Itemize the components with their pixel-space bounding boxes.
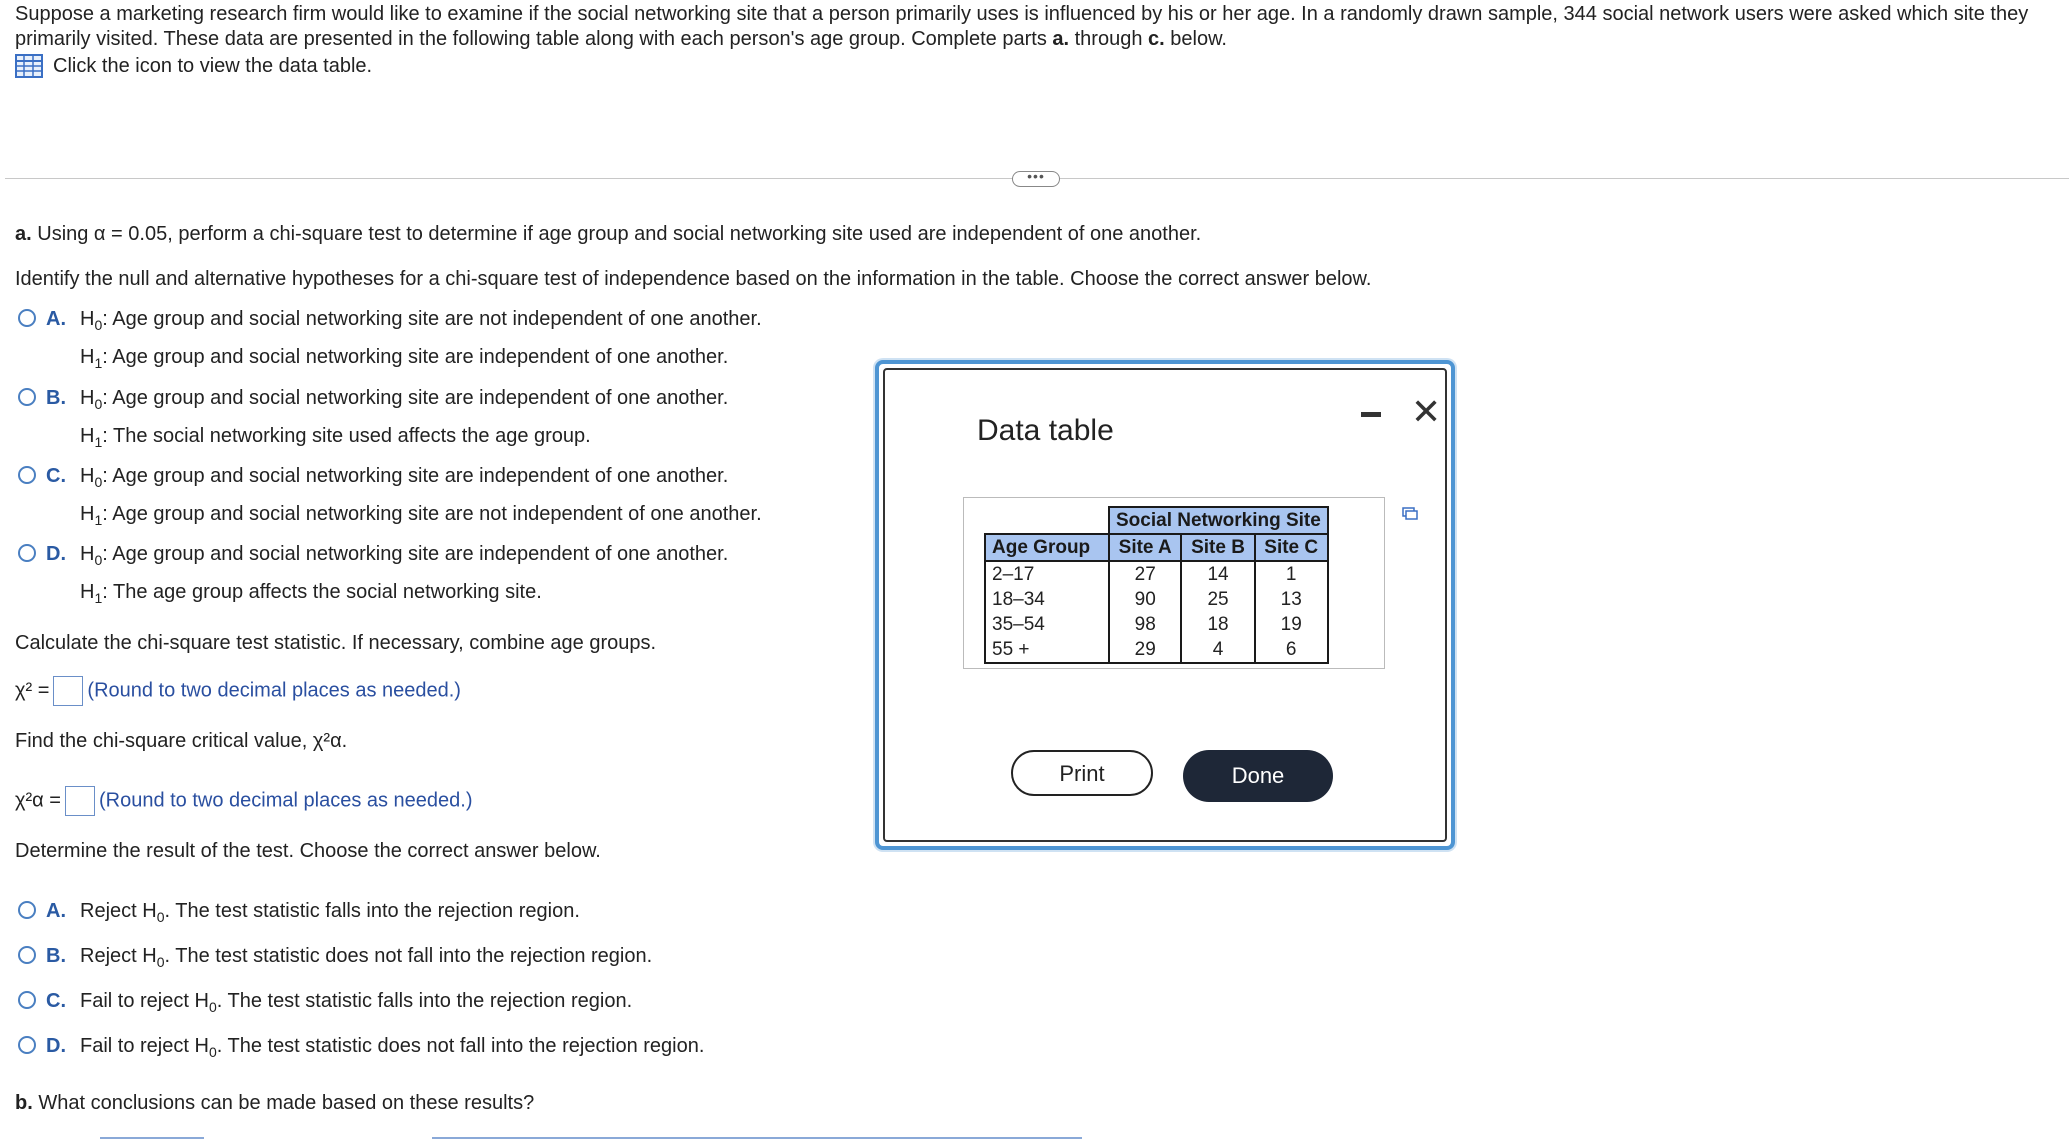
result-option-d[interactable]: D. Fail to reject $H_0$. The test statistic does not fall into the rejection region.	[18, 1030, 704, 1068]
table-row	[985, 587, 1328, 612]
part-a-ref: a.	[1052, 28, 1070, 50]
radio-button[interactable]	[18, 901, 36, 919]
done-button[interactable]: Done	[1183, 750, 1333, 802]
part-b-label: b.	[15, 1092, 33, 1114]
value-cell: 14	[1181, 561, 1254, 587]
age-cell: 18–34	[985, 587, 1109, 612]
hypothesis-option-d[interactable]: D. $H_0$: Age group and social networking site are independent of one another. $H_1$: The age group affects the social networking site.	[18, 538, 728, 614]
intro-through: through	[1069, 28, 1149, 50]
radio-button[interactable]	[18, 309, 36, 327]
value-cell: 13	[1255, 587, 1328, 612]
minimize-icon[interactable]	[1361, 412, 1381, 417]
option-letter: C.	[46, 990, 66, 1012]
value-cell: 6	[1255, 637, 1328, 663]
option-letter: A.	[46, 308, 66, 330]
value-cell: 29	[1109, 637, 1181, 663]
result-text: . The test statistic does not fall into the rejection region.	[216, 1035, 705, 1057]
radio-button[interactable]	[18, 544, 36, 562]
h0-text: Age group and social networking site are independent of one another.	[112, 543, 729, 565]
hypothesis-option-a[interactable]: A. $H_0$: Age group and social networking site are not independent of one another. $H_1$: Age group and social networking site are independent of one another.	[18, 303, 762, 379]
age-group-header: Age Group	[985, 534, 1109, 561]
site-c-header: Site C	[1255, 534, 1328, 561]
option-letter: D.	[46, 543, 66, 565]
print-button[interactable]: Print	[1011, 750, 1153, 796]
hypothesis-option-b[interactable]: B. $H_0$: Age group and social networking site are independent of one another. $H_1$: The social networking site used affects the age group.	[18, 382, 728, 458]
dialog-title: Data table	[977, 414, 1114, 447]
table-icon[interactable]	[15, 54, 43, 78]
option-letter: B.	[46, 387, 66, 409]
chi-label: χ² =	[15, 679, 50, 702]
round-hint: (Round to two decimal places as needed.)	[87, 679, 461, 702]
h0-text: Age group and social networking site are independent of one another.	[112, 465, 729, 487]
round-hint: (Round to two decimal places as needed.)	[98, 789, 473, 812]
option-letter: B.	[46, 945, 66, 967]
chi-square-input[interactable]	[53, 676, 83, 706]
value-cell: 27	[1109, 561, 1181, 587]
age-cell: 55 +	[985, 637, 1109, 663]
option-letter: D.	[46, 1035, 66, 1057]
result-option-a[interactable]: A. Reject $H_0$. The test statistic falls into the rejection region.	[18, 895, 580, 933]
radio-button[interactable]	[18, 388, 36, 406]
radio-button[interactable]	[18, 466, 36, 484]
value-cell: 98	[1109, 612, 1181, 637]
value-cell: 1	[1255, 561, 1328, 587]
crit-label: χ²α =	[15, 789, 61, 812]
h0-text: Age group and social networking site are not independent of one another.	[112, 308, 762, 330]
part-a-label: a.	[15, 223, 32, 245]
radio-button[interactable]	[18, 946, 36, 964]
result-option-b[interactable]: B. Reject $H_0$. The test statistic does not fall into the rejection region.	[18, 940, 652, 978]
result-option-c[interactable]: C. Fail to reject $H_0$. The test statistic falls into the rejection region.	[18, 985, 632, 1023]
expand-more-button[interactable]: •••	[1012, 171, 1060, 187]
dialog-frame	[883, 368, 1447, 842]
part-b-text: What conclusions can be made based on these results?	[32, 1092, 535, 1114]
data-table-dialog	[875, 360, 1455, 850]
critical-value-input-row	[15, 786, 473, 816]
critical-value-prompt: Find the chi-square critical value, χ²α.	[15, 730, 348, 752]
age-cell: 2–17	[985, 561, 1109, 587]
h0-text: Age group and social networking site are independent of one another.	[112, 387, 729, 409]
view-data-table-link[interactable]	[15, 54, 372, 78]
close-icon[interactable]: ✕	[1411, 391, 1442, 432]
result-text: . The test statistic does not fall into the rejection region.	[164, 945, 653, 967]
table-row	[985, 561, 1328, 587]
table-row	[985, 612, 1328, 637]
h1-text: The age group affects the social networking site.	[113, 581, 542, 603]
result-text: Fail to reject H	[80, 990, 209, 1012]
radio-button[interactable]	[18, 991, 36, 1009]
h1-text: Age group and social networking site are independent of one another.	[112, 346, 729, 368]
value-cell: 90	[1109, 587, 1181, 612]
value-cell: 25	[1181, 587, 1254, 612]
identify-hypotheses-prompt: Identify the null and alternative hypotheses for a chi-square test of independence based on the information in the table. Choose the correct answer below.	[15, 268, 1372, 290]
h1-text: The social networking site used affects the age group.	[113, 425, 591, 447]
value-cell: 18	[1181, 612, 1254, 637]
intro-after: below.	[1164, 28, 1227, 50]
chi-square-input-row	[15, 676, 461, 706]
group-header: Social Networking Site	[1109, 507, 1328, 534]
site-b-header: Site B	[1181, 534, 1254, 561]
problem-intro	[15, 2, 2055, 52]
result-text: . The test statistic falls into the rejection region.	[216, 990, 633, 1012]
hypothesis-option-c[interactable]: C. $H_0$: Age group and social networking site are independent of one another. $H_1$: Age group and social networking site are not independent of one another.	[18, 460, 762, 536]
part-a-text: Using α = 0.05, perform a chi-square test to determine if age group and social networking site used are independent of one another.	[31, 223, 1202, 245]
result-text: Fail to reject H	[80, 1035, 209, 1057]
copy-icon[interactable]	[1402, 507, 1418, 521]
h1-text: Age group and social networking site are not independent of one another.	[112, 503, 762, 525]
age-cell: 35–54	[985, 612, 1109, 637]
radio-button[interactable]	[18, 1036, 36, 1054]
intro-text: Suppose a marketing research firm would like to examine if the social networking site that a person primarily uses is influenced by his or her age. In a randomly drawn sample, 344 social network users were asked which site they primarily visited. These data are presented in the following table along with each person's age group. Complete parts	[15, 3, 2029, 50]
calc-prompt: Calculate the chi-square test statistic. If necessary, combine age groups.	[15, 632, 657, 654]
result-prompt: Determine the result of the test. Choose the correct answer below.	[15, 840, 601, 862]
result-text: . The test statistic falls into the rejection region.	[164, 900, 580, 922]
part-a-prompt	[15, 223, 1201, 246]
table-row	[985, 637, 1328, 663]
part-c-ref: c.	[1148, 28, 1165, 50]
critical-value-input[interactable]	[65, 786, 95, 816]
part-b-prompt	[15, 1092, 534, 1115]
option-letter: C.	[46, 465, 66, 487]
option-letter: A.	[46, 900, 66, 922]
site-a-header: Site A	[1109, 534, 1181, 561]
value-cell: 19	[1255, 612, 1328, 637]
data-table-container	[963, 497, 1385, 669]
value-cell: 4	[1181, 637, 1254, 663]
data-table	[984, 506, 1329, 664]
result-text: Reject H	[80, 945, 157, 967]
result-text: Reject H	[80, 900, 157, 922]
view-data-table-text[interactable]: Click the icon to view the data table.	[53, 54, 373, 77]
